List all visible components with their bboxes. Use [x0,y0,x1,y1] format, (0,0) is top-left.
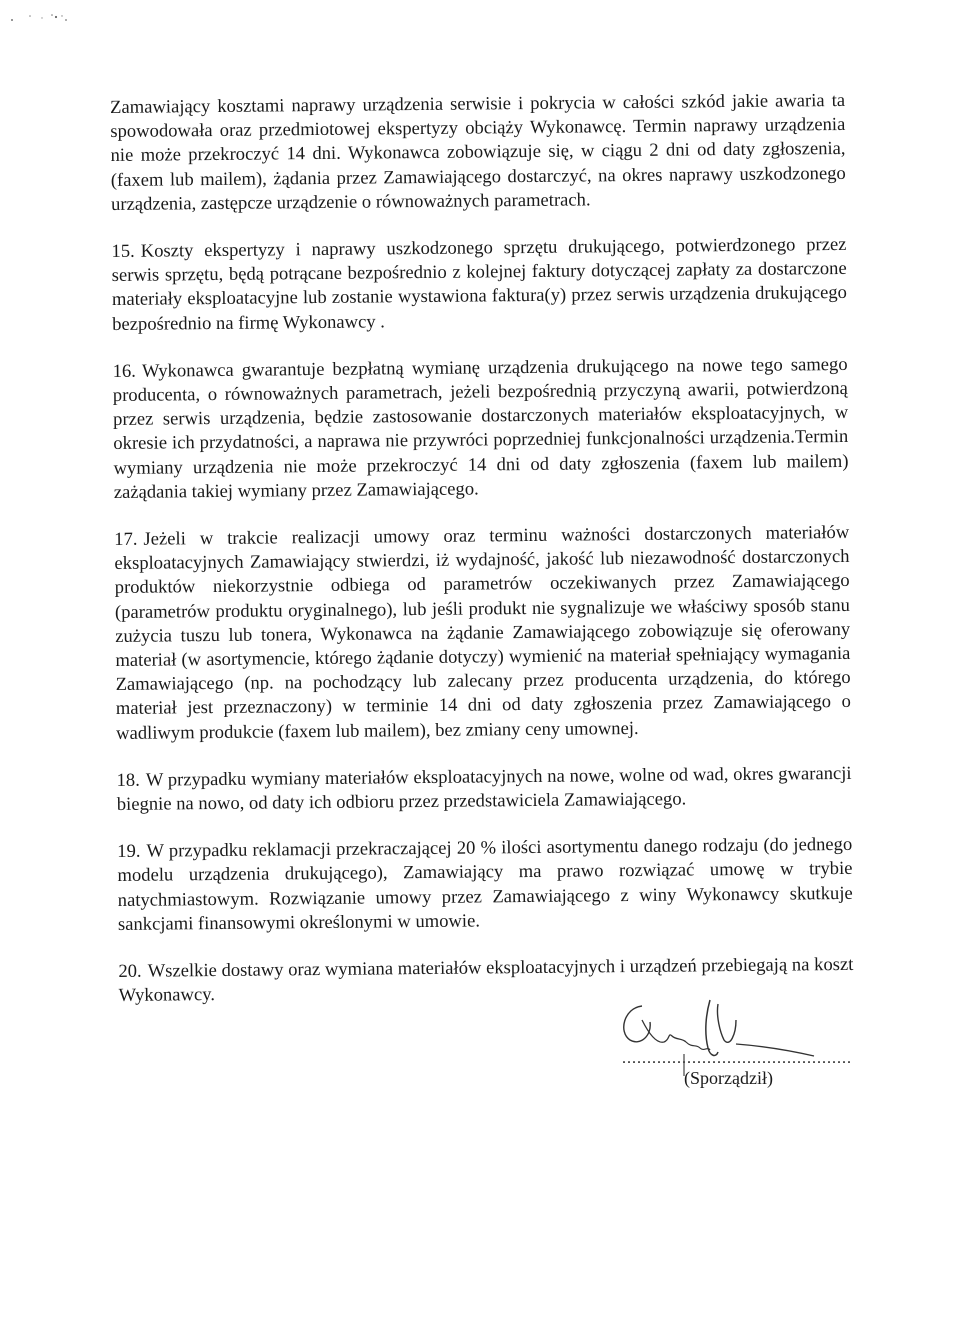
item-text: W przypadku wymiany materiałów eksploatacyjnych na nowe, wolne od wad, okres gwarancji biegnie na nowo, od daty ich odbioru przez przedstawiciela Zamawiającego. [116,762,852,816]
item-number: 16. [112,360,136,382]
scan-specks [8,6,128,26]
list-item [111,233,847,337]
list-item [116,762,851,817]
item-text: Jeżeli w trakcie realizacji umowy oraz terminu ważności dostarczonych materiałów eksploatacyjnych Zamawiający stwierdzi, iż wydajność, jakość lub niezawodność dostarczonych produktów niekorzystnie odbiega od parametrów oczekiwanych przez Zamawiającego (parametrów produktu oryginalnego), lub jeśli produkt nie sygnalizuje we właściwy sposób stanu zużycia tuszu lub tonera, Wykonawca na żądanie Zamawiającego zobowiązuje się oferowany materiał (w asortymencie, którego żądanie dotyczy) wymienić na materiał spełniający wymagania Zamawiającego (np. na pochodzący lub zalecany przez producenta urządzenia, do którego materiał jest przeznaczony) w terminie 14 dni od daty zgłoszenia przez Zamawiającego o wadliwym produkcie (faxem lub mailem), bez zmiany ceny umownej. [114,521,851,744]
item-text: W przypadku reklamacji przekraczającej 20 % ilości asortymentu danego rodzaju (do jednego modelu urządzenia drukującego), Zamawiający ma prawo rozwiązać umowę w trybie natychmiastowym. Rozwiązanie umowy przez Zamawiającego z winy Wykonawcy skutkuje sankcjami finansowymi określonymi w umowie. [117,834,853,935]
signature-line: .............................................. [622,1050,852,1067]
document-body [110,89,854,1032]
item-text: Koszty ekspertyzy i naprawy uszkodzonego sprzętu drukującego, potwierdzonego przez serwis sprzętu, będą potrącane bezpośrednio z kolejnej faktury dotyczącej zapłaty za dostarczone materiały eksploatacyjne lub zostanie wystawiona faktura(y) przez serwis urządzenia drukującego bezpośrednio na firmę Wykonawcy . [111,233,848,335]
signature-block [612,992,862,1102]
item-number: 19. [117,841,141,863]
item-text: Wszelkie dostawy oraz wymiana materiałów eksploatacyjnych i urządzeń przebiegają na koszt Wykonawcy. [118,953,854,1007]
item-number: 17. [114,528,138,551]
intro-paragraph: Zamawiający kosztami naprawy urządzenia serwisie i pokrycia w całości szkód jakie awaria ta spowodowała oraz przedmiotowej ekspertyzy obciąży Wykonawcę. Termin naprawy urządzenia nie może przekroczyć 14 dni. Wykonawca zobowiązuje się, w ciągu 2 dni od daty zgłoszenia, (faxem lub mailem), żądania przez Zamawiającego dostarczyć, na okres naprawy uszkodzonego urządzenia, zastępcze urządzenie o równoważnych parametrach. [110,89,846,215]
list-item [113,353,849,505]
item-text: Wykonawca gwarantuje bezpłatną wymianę urządzenia drukującego na nowe tego samego producenta, o równoważnych parametrach, jeżeli bezpośrednią przyczyną awarii, potwierdzoną przez serwis urządzenia, będzie zastosowanie dostarczonych materiałów eksploatacyjnych, w okresie ich przydatności, a naprawa nie przywróci poprzedniej funkcjonalności urządzenia.Termin wymiany urządzenia nie może przekroczyć 14 dni od daty zgłoszenia (faxem lub mailem) zażądania takiej wymiany przez Zamawiającego. [112,353,849,503]
list-item [117,833,853,937]
item-number: 15. [111,240,135,263]
item-number: 20. [118,960,142,983]
item-number: 18. [116,769,140,791]
signature-label: (Sporządził) [684,1068,773,1088]
list-item [114,521,851,746]
